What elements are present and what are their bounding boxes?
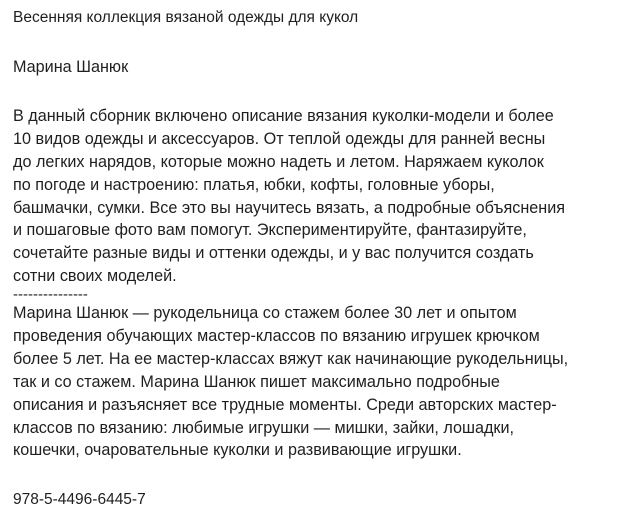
- description-line: до легких нарядов, которые можно надеть и летом. Наряжаем куколок: [13, 152, 544, 171]
- description-line: В данный сборник включено описание вязания куколки-модели и более: [13, 107, 554, 125]
- bio-line: проведения обучающих мастер-классов по вязанию игрушек крючком: [13, 327, 540, 346]
- description-line: сотни своих моделей.: [13, 267, 177, 286]
- isbn: 978-5-4496-6445-7: [13, 491, 146, 509]
- description-line: и пошаговые фото вам помогут. Экспериментируйте, фантазируйте,: [13, 221, 527, 240]
- book-author: Марина Шанюк: [13, 58, 129, 76]
- separator: ---------------: [13, 286, 88, 304]
- book-annotation: [13, 105, 639, 462]
- description-line: сочетайте разные виды и оттенки одежды, и у вас получится создать: [13, 244, 534, 263]
- description-line: башмачки, сумки. Все это вы научитесь вязать, а подробные объяснения: [13, 198, 566, 217]
- bio-line: классов по вязанию: любимые игрушки — мишки, зайки, лошадки,: [13, 418, 515, 437]
- bio-line: Марина Шанюк — рукодельница со стажем более 30 лет и опытом: [13, 304, 517, 323]
- description-line: 10 видов одежды и аксессуаров. От теплой одежды для ранней весны: [13, 129, 546, 148]
- bio-line: более 5 лет. На ее мастер-классах вяжут как начинающие рукодельницы,: [13, 349, 569, 368]
- description-line: по погоде и настроению: платья, юбки, кофты, головные уборы,: [13, 175, 495, 194]
- bio-line: так и со стажем. Марина Шанюк пишет максимально подробные: [13, 372, 500, 391]
- document: [13, 6, 639, 528]
- bio-line: описания и разъясняет все трудные моменты. Среди авторских мастер-: [13, 395, 557, 414]
- book-title: Весенняя коллекция вязаной одежды для кукол: [13, 9, 359, 26]
- bio-line: кошечки, очаровательные куколки и развивающие игрушки.: [13, 441, 462, 460]
